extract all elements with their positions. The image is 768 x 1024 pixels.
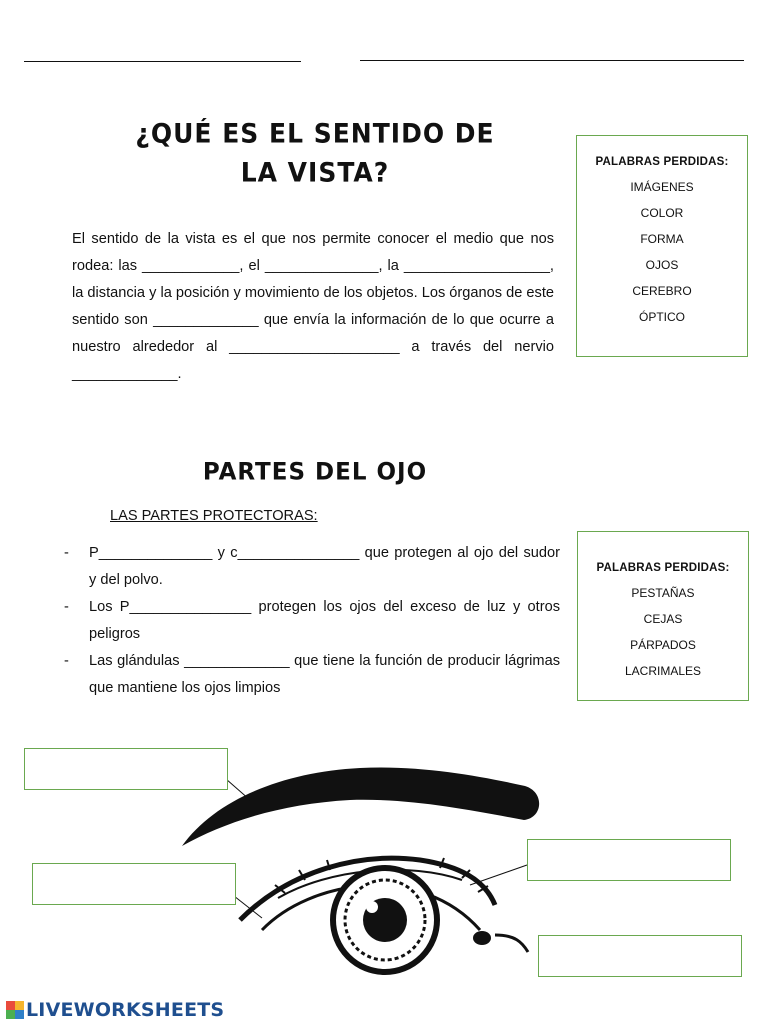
- bullet-list: [60, 540, 560, 702]
- page-title: [120, 114, 510, 192]
- word-box-2-item: LACRIMALES: [624, 664, 702, 678]
- section-title-parts: PARTES DEL OJO: [202, 458, 428, 486]
- footer-brand-text: LIVEWORKSHEETS: [26, 999, 225, 1021]
- list-item: [60, 648, 560, 702]
- word-box-2: [577, 531, 749, 701]
- answer-box-eyelash[interactable]: [527, 839, 731, 881]
- intro-paragraph: El sentido de la vista es el que nos permite conocer el medio que nos rodea: las ____________, el ______________, la __________________, la distancia y la posición y movimiento de los objetos. Los órganos de este sentido son _____________ que envía la información de lo que ocurre a nuestro alrededor al _____________________ a través del nervio _____________.: [72, 231, 554, 382]
- word-box-2-heading: PALABRAS PERDIDAS:: [596, 562, 730, 574]
- word-box-1-item: COLOR: [640, 206, 684, 220]
- word-box-2-item: PÁRPADOS: [630, 638, 696, 652]
- answer-box-eyebrow[interactable]: [24, 748, 228, 790]
- answer-box-lacrimal[interactable]: [538, 935, 742, 977]
- word-box-2-item: CEJAS: [643, 612, 683, 626]
- list-item: [60, 594, 560, 648]
- liveworksheets-logo-icon: [6, 1001, 24, 1019]
- page-title-line-2: LA VISTA?: [240, 157, 390, 188]
- footer-brand: [6, 998, 224, 1022]
- bullet-dash: -: [64, 653, 69, 669]
- word-box-1-item: ÓPTICO: [638, 310, 685, 324]
- eye-highlight: [366, 901, 378, 913]
- word-box-1-item: FORMA: [640, 232, 684, 246]
- bullet-text: P______________ y c_______________ que protegen al ojo del sudor y del polvo.: [89, 545, 560, 588]
- leader-eyelash: [470, 865, 527, 885]
- bullet-dash: -: [64, 545, 69, 561]
- leader-eyebrow: [226, 779, 250, 800]
- date-line: [360, 60, 744, 61]
- bullet-text: Las glándulas _____________ que tiene la función de producir lágrimas que mantiene los ojos limpios: [89, 653, 560, 696]
- word-box-1-heading: PALABRAS PERDIDAS:: [595, 156, 729, 168]
- word-box-2-item: PESTAÑAS: [631, 586, 695, 600]
- eyebrow-shape: [182, 767, 539, 846]
- word-box-1: [576, 135, 748, 357]
- tear-duct: [473, 931, 491, 945]
- word-box-1-item: IMÁGENES: [630, 180, 694, 194]
- word-box-1-item: CEREBRO: [632, 284, 692, 298]
- page-title-line-1: ¿QUÉ ES EL SENTIDO DE: [135, 118, 495, 149]
- answer-box-eyelid[interactable]: [32, 863, 236, 905]
- leader-lacrimal: [495, 935, 528, 952]
- list-item: [60, 540, 560, 594]
- bullet-dash: -: [64, 599, 69, 615]
- bullet-text: Los P_______________ protegen los ojos del exceso de luz y otros peligros: [89, 599, 560, 642]
- subheading-protective-parts: LAS PARTES PROTECTORAS:: [110, 508, 318, 524]
- word-box-1-item: OJOS: [645, 258, 679, 272]
- name-line: [24, 61, 301, 62]
